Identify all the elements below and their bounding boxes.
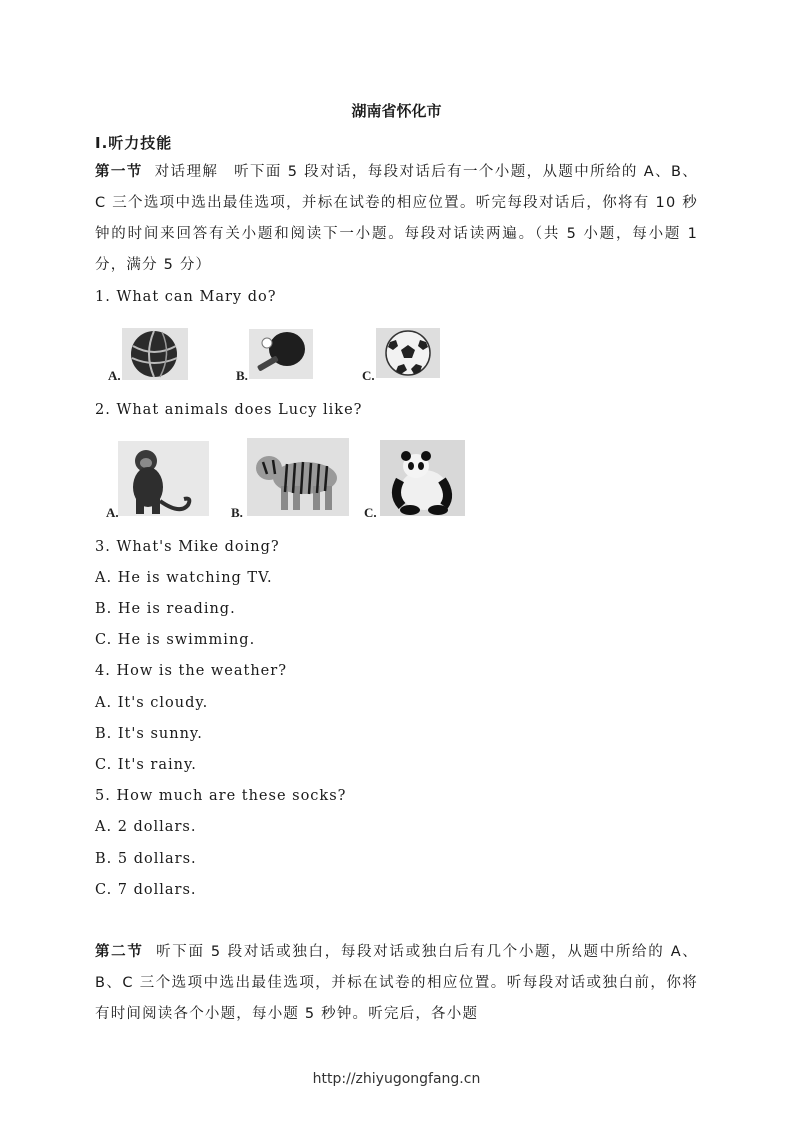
- part2-label: 第二节: [95, 944, 144, 960]
- q5-option-b: B. 5 dollars.: [95, 851, 197, 867]
- basketball-icon: [122, 328, 188, 380]
- page-title: 湖南省怀化市: [351, 102, 442, 120]
- q1-option-c-image: [376, 328, 440, 378]
- monkey-icon: [118, 441, 209, 516]
- part1-label: 第一节: [95, 164, 143, 180]
- q5-option-c: C. 7 dollars.: [95, 882, 197, 898]
- question-4: 4. How is the weather?: [95, 663, 287, 679]
- q3-option-a: A. He is watching TV.: [95, 570, 273, 586]
- question-3: 3. What's Mike doing?: [95, 539, 280, 555]
- part1-instructions: [95, 157, 698, 281]
- section-heading-listening: I.听力技能: [95, 134, 173, 152]
- q1-option-c-label: C.: [362, 368, 375, 383]
- q1-option-b-image: [249, 329, 313, 379]
- q1-option-a-image: [122, 328, 188, 380]
- part2-text: 听下面 5 段对话或独白，每段对话或独白后有几个小题，从题中所给的 A、B、C 三个选项中选出最佳选项，并标在试卷的相应位置。听每段对话或独白前，你将有时间阅读各个小题，每小题 5 秒钟。听完后，各小题: [95, 944, 698, 1022]
- question-5: 5. How much are these socks?: [95, 788, 347, 804]
- tiger-icon: [247, 438, 349, 516]
- part1-text: 对话理解 听下面 5 段对话，每段对话后有一个小题，从题中所给的 A、B、C 三个选项中选出最佳选项，并标在试卷的相应位置。听完每段对话后，你将有 10 秒钟的时间来回答有关小题和阅读下一小题。每段对话读两遍。（共 5 小题，每小题 1 分，满分 5 分）: [95, 164, 698, 273]
- footer-url: http://zhiyugongfang.cn: [312, 1071, 481, 1087]
- q5-option-a: A. 2 dollars.: [95, 819, 197, 835]
- q2-option-a-image: [118, 441, 209, 516]
- q3-option-c: C. He is swimming.: [95, 632, 256, 648]
- q4-option-b: B. It's sunny.: [95, 726, 203, 742]
- q1-option-b-label: B.: [236, 368, 248, 383]
- q3-option-b: B. He is reading.: [95, 601, 236, 617]
- q2-option-c-image: [380, 440, 465, 516]
- panda-icon: [380, 440, 465, 516]
- q2-option-b-label: B.: [231, 505, 243, 520]
- question-1: 1. What can Mary do?: [95, 289, 277, 305]
- question-2: 2. What animals does Lucy like?: [95, 402, 363, 418]
- q4-option-a: A. It's cloudy.: [95, 695, 209, 711]
- ping-pong-paddle-icon: [249, 329, 313, 379]
- q4-option-c: C. It's rainy.: [95, 757, 197, 773]
- part2-instructions: [95, 937, 698, 1030]
- q1-option-a-label: A.: [108, 368, 121, 383]
- q2-option-c-label: C.: [364, 505, 377, 520]
- soccer-ball-icon: [376, 328, 440, 378]
- q2-option-a-label: A.: [106, 505, 119, 520]
- q2-option-b-image: [247, 438, 349, 516]
